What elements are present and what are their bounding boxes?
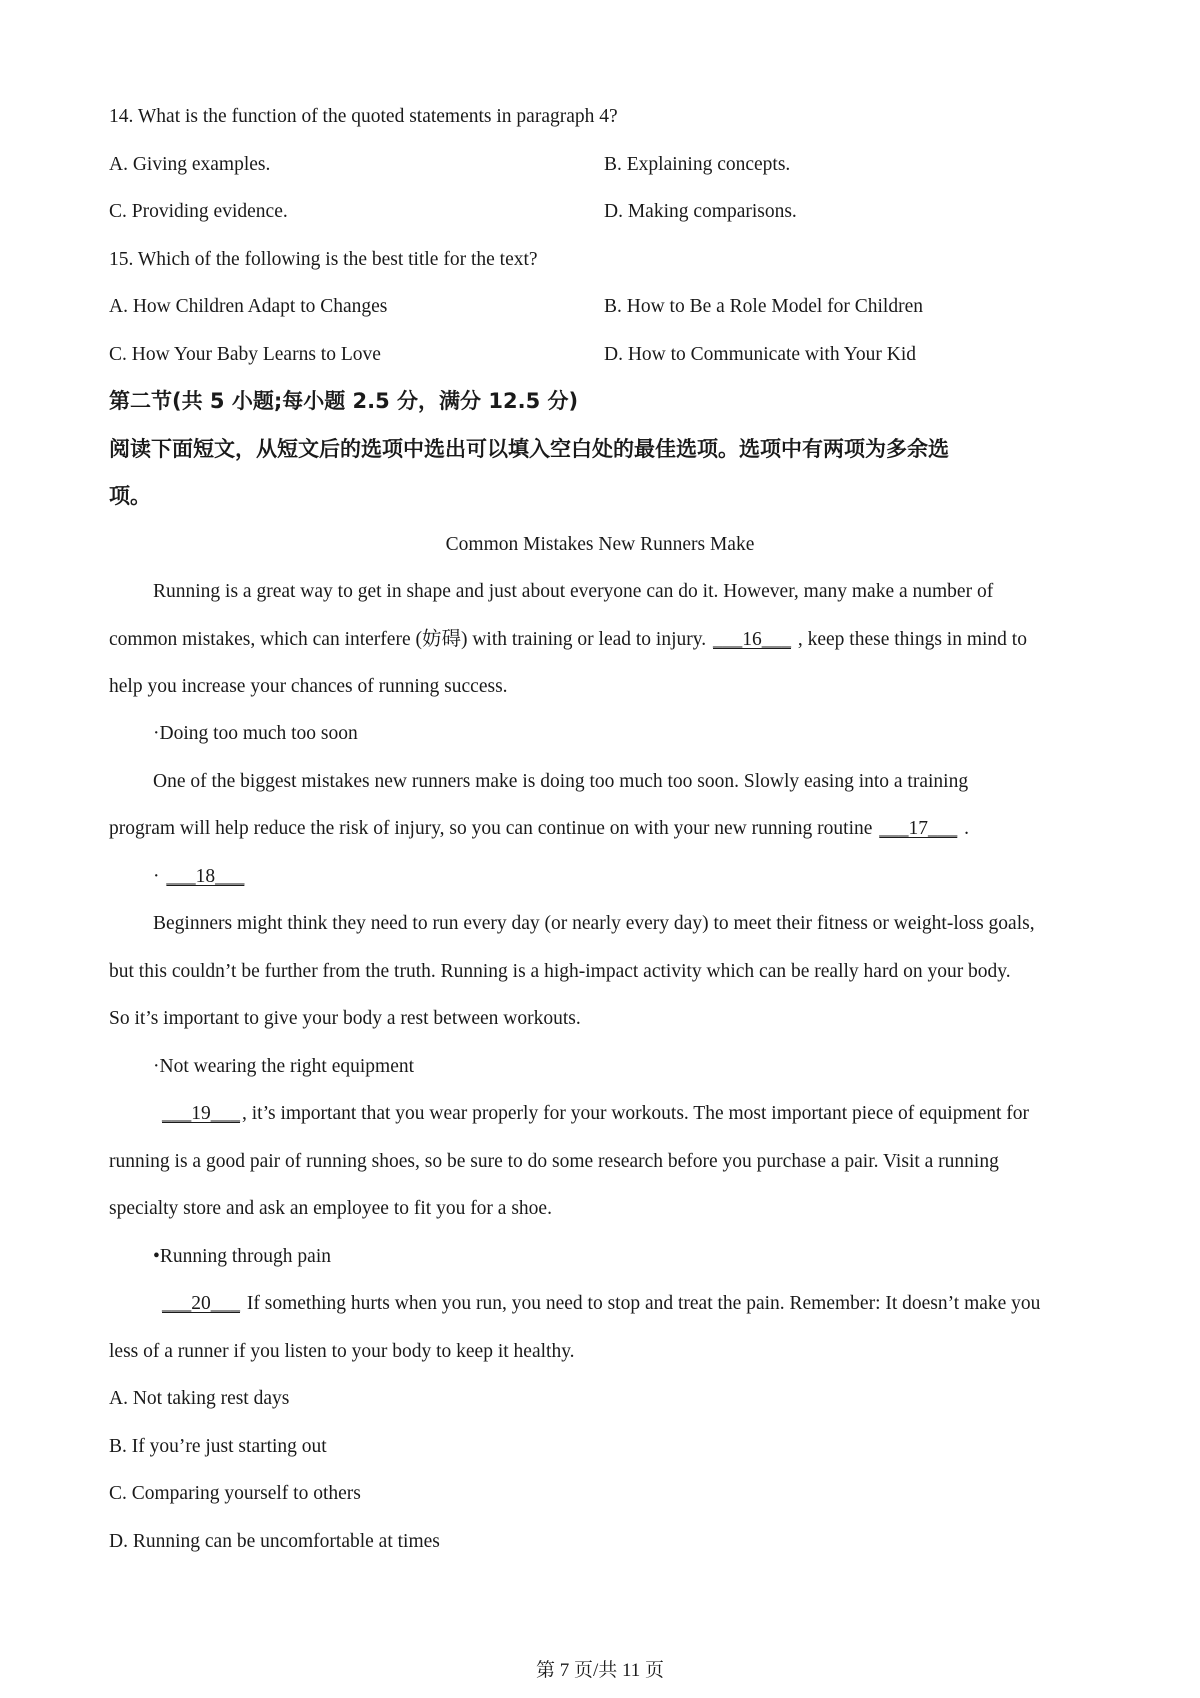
paragraph-5-line-1 <box>160 1290 1099 1318</box>
section-instruction-line2: 项。 <box>109 484 151 508</box>
question-14-option-c: C. Providing evidence. <box>109 201 288 222</box>
passage-title: Common Mistakes New Runners Make <box>445 534 755 555</box>
subheading-doing-too-much: ·Doing too much too soon <box>153 723 358 744</box>
paragraph-1-line-2-text: common mistakes, which can interfere (妨碍) with training or lead to injury. <box>109 629 711 650</box>
section-instruction-line1: 阅读下面短文，从短文后的选项中选出可以填入空白处的最佳选项。选项中有两项为多余选 <box>109 437 949 461</box>
question-14-option-d: D. Making comparisons. <box>604 201 797 222</box>
question-15-option-d: D. How to Communicate with Your Kid <box>604 344 916 365</box>
page-footer: 第 7 页/共 11 页 <box>535 1660 665 1681</box>
choice-d: D. Running can be uncomfortable at times <box>109 1531 440 1552</box>
paragraph-3-line-3: So it’s important to give your body a rest between workouts. <box>109 1008 581 1029</box>
paragraph-1-line-1: Running is a great way to get in shape and just about everyone can do it. However, many make a number of <box>153 581 994 602</box>
paragraph-4-line-1 <box>160 1100 1099 1128</box>
choice-b: B. If you’re just starting out <box>109 1436 327 1457</box>
question-15-option-b: B. How to Be a Role Model for Children <box>604 296 923 317</box>
question-15-option-c: C. How Your Baby Learns to Love <box>109 344 381 365</box>
subheading-equipment: ·Not wearing the right equipment <box>153 1056 415 1077</box>
paragraph-2-line-2-text: program will help reduce the risk of injury, so you can continue on with your new running routine <box>109 818 878 839</box>
subheading-blank-18 <box>153 863 1143 891</box>
paragraph-2-line-2 <box>109 815 1099 843</box>
question-14-option-b: B. Explaining concepts. <box>604 154 791 175</box>
paragraph-2-line-1: One of the biggest mistakes new runners make is doing too much too soon. Slowly easing into a training <box>153 771 969 792</box>
blank-20: ___20___ <box>162 1293 240 1314</box>
subheading-pain: •Running through pain <box>153 1246 331 1267</box>
choice-c: C. Comparing yourself to others <box>109 1483 361 1504</box>
blank-18: ___18___ <box>166 866 245 887</box>
question-14-option-a: A. Giving examples. <box>109 154 271 175</box>
paragraph-1-line-3: help you increase your chances of running success. <box>109 676 508 697</box>
paragraph-1-line-2 <box>109 626 1099 654</box>
blank-16: ___16___ <box>713 629 791 650</box>
blank-19: ___19___ <box>162 1103 240 1124</box>
paragraph-5-line-2: less of a runner if you listen to your body to keep it healthy. <box>109 1341 575 1362</box>
blank-17: ___17___ <box>879 818 958 839</box>
choice-a: A. Not taking rest days <box>109 1388 290 1409</box>
section-heading: 第二节(共 5 小题;每小题 2.5 分，满分 12.5 分) <box>109 389 579 413</box>
paragraph-4-line-2: running is a good pair of running shoes, so be sure to do some research before you purchase a pair. Visit a running <box>109 1151 999 1172</box>
question-14-stem: 14. What is the function of the quoted statements in paragraph 4? <box>109 106 618 127</box>
question-15-stem: 15. Which of the following is the best title for the text? <box>109 249 538 270</box>
question-15-option-a: A. How Children Adapt to Changes <box>109 296 388 317</box>
paragraph-5-line-1-text: If something hurts when you run, you need to stop and treat the pain. Remember: It doesn’t make you <box>242 1293 1041 1314</box>
paragraph-4-line-3: specialty store and ask an employee to fit you for a shoe. <box>109 1198 552 1219</box>
paragraph-1-line-2-tail: , keep these things in mind to <box>793 629 1027 650</box>
paragraph-2-line-2-tail: . <box>959 818 970 839</box>
subheading-bullet: · <box>153 866 165 887</box>
paragraph-3-line-2: but this couldn’t be further from the truth. Running is a high-impact activity which can be really hard on your body. <box>109 961 1011 982</box>
paragraph-4-line-1-text: , it’s important that you wear properly for your workouts. The most important piece of equipment for <box>242 1103 1030 1124</box>
paragraph-3-line-1: Beginners might think they need to run every day (or nearly every day) to meet their fitness or weight-loss goals, <box>153 913 1035 934</box>
